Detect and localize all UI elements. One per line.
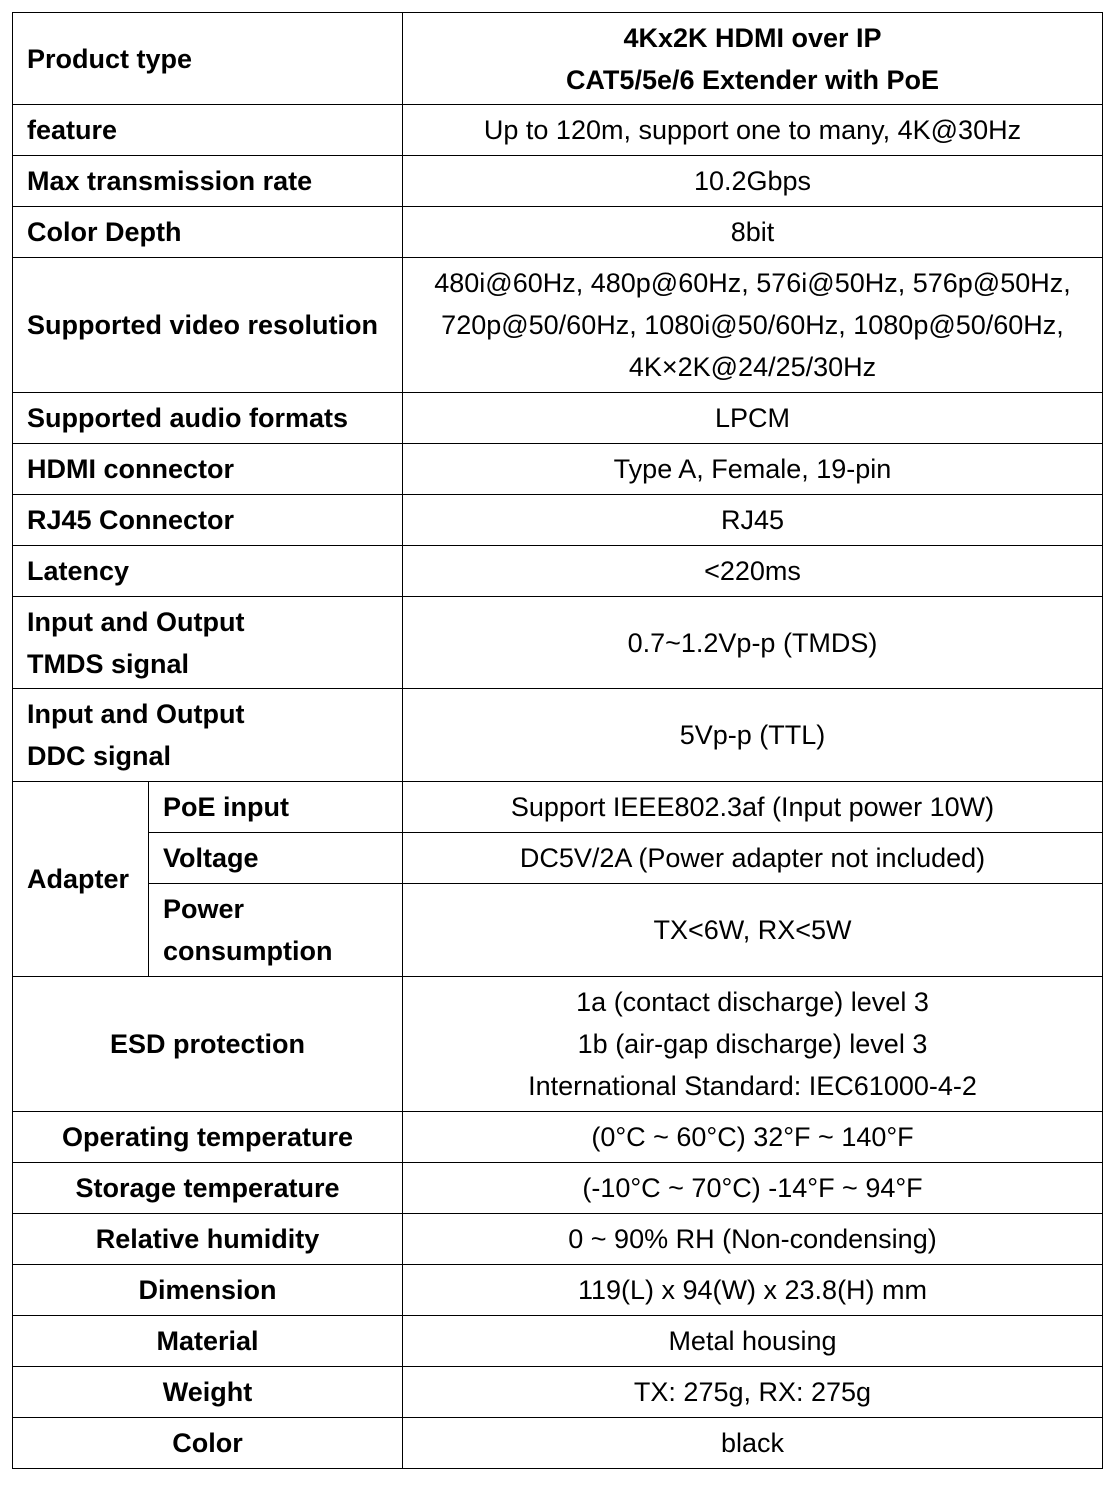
row-latency bbox=[13, 546, 1103, 597]
video-resolution-value bbox=[403, 258, 1103, 393]
latency-label: Latency bbox=[13, 546, 403, 597]
latency-value: <220ms bbox=[403, 546, 1103, 597]
storage-temperature-label: Storage temperature bbox=[13, 1163, 403, 1214]
product-type-line-2: CAT5/5e/6 Extender with PoE bbox=[565, 64, 940, 95]
poe-input-label: PoE input bbox=[149, 782, 403, 833]
dimension-label: Dimension bbox=[13, 1265, 403, 1316]
ddc-label-line-1: Input and Output bbox=[27, 699, 245, 729]
video-resolution-line-2: 720p@50/60Hz, 1080i@50/60Hz, 1080p@50/60Hz, bbox=[441, 310, 1064, 340]
row-feature bbox=[13, 105, 1103, 156]
row-relative-humidity bbox=[13, 1214, 1103, 1265]
tmds-label-line-2: TMDS signal bbox=[27, 648, 190, 679]
tmds-signal-label bbox=[13, 597, 403, 689]
row-color bbox=[13, 1418, 1103, 1469]
power-label-line-1: Power bbox=[163, 894, 245, 924]
max-rate-label: Max transmission rate bbox=[13, 156, 403, 207]
product-type-line-1: 4Kx2K HDMI over IP bbox=[623, 22, 882, 53]
esd-line-2: 1b (air-gap discharge) level 3 bbox=[577, 1029, 928, 1059]
ddc-signal-value: 5Vp-p (TTL) bbox=[403, 689, 1103, 782]
tmds-label-line-1: Input and Output bbox=[27, 606, 245, 637]
weight-value: TX: 275g, RX: 275g bbox=[403, 1367, 1103, 1418]
row-material bbox=[13, 1316, 1103, 1367]
weight-label: Weight bbox=[13, 1367, 403, 1418]
esd-line-1: 1a (contact discharge) level 3 bbox=[576, 987, 929, 1017]
row-hdmi-connector bbox=[13, 444, 1103, 495]
row-video-resolution bbox=[13, 258, 1103, 393]
ddc-signal-label bbox=[13, 689, 403, 782]
hdmi-connector-value: Type A, Female, 19-pin bbox=[403, 444, 1103, 495]
material-label: Material bbox=[13, 1316, 403, 1367]
row-dimension bbox=[13, 1265, 1103, 1316]
row-adapter-power bbox=[13, 884, 1103, 977]
row-tmds-signal bbox=[13, 597, 1103, 689]
material-value: Metal housing bbox=[403, 1316, 1103, 1367]
row-operating-temperature bbox=[13, 1112, 1103, 1163]
video-resolution-line-3: 4K×2K@24/25/30Hz bbox=[628, 352, 877, 382]
color-label: Color bbox=[13, 1418, 403, 1469]
row-storage-temperature bbox=[13, 1163, 1103, 1214]
row-rj45-connector bbox=[13, 495, 1103, 546]
color-depth-label: Color Depth bbox=[13, 207, 403, 258]
tmds-signal-value: 0.7~1.2Vp-p (TMDS) bbox=[403, 597, 1103, 689]
feature-value: Up to 120m, support one to many, 4K@30Hz bbox=[403, 105, 1103, 156]
relative-humidity-value: 0 ~ 90% RH (Non-condensing) bbox=[403, 1214, 1103, 1265]
rj45-connector-label: RJ45 Connector bbox=[13, 495, 403, 546]
row-audio-formats bbox=[13, 393, 1103, 444]
spec-table bbox=[12, 12, 1103, 1469]
power-consumption-value: TX<6W, RX<5W bbox=[403, 884, 1103, 977]
dimension-value: 119(L) x 94(W) x 23.8(H) mm bbox=[403, 1265, 1103, 1316]
hdmi-connector-label: HDMI connector bbox=[13, 444, 403, 495]
color-depth-value: 8bit bbox=[403, 207, 1103, 258]
power-label-line-2: consumption bbox=[163, 936, 333, 966]
row-weight bbox=[13, 1367, 1103, 1418]
esd-line-3: International Standard: IEC61000-4-2 bbox=[528, 1071, 977, 1101]
feature-label: feature bbox=[13, 105, 403, 156]
esd-value bbox=[403, 977, 1103, 1112]
max-rate-value: 10.2Gbps bbox=[403, 156, 1103, 207]
row-esd bbox=[13, 977, 1103, 1112]
product-type-label: Product type bbox=[13, 13, 403, 105]
audio-formats-value: LPCM bbox=[403, 393, 1103, 444]
relative-humidity-label: Relative humidity bbox=[13, 1214, 403, 1265]
audio-formats-label: Supported audio formats bbox=[13, 393, 403, 444]
storage-temperature-value: (-10°C ~ 70°C) -14°F ~ 94°F bbox=[403, 1163, 1103, 1214]
operating-temperature-label: Operating temperature bbox=[13, 1112, 403, 1163]
row-adapter-poe bbox=[13, 782, 1103, 833]
video-resolution-label: Supported video resolution bbox=[13, 258, 403, 393]
row-ddc-signal bbox=[13, 689, 1103, 782]
color-value: black bbox=[403, 1418, 1103, 1469]
operating-temperature-value: (0°C ~ 60°C) 32°F ~ 140°F bbox=[403, 1112, 1103, 1163]
esd-label: ESD protection bbox=[13, 977, 403, 1112]
rj45-connector-value: RJ45 bbox=[403, 495, 1103, 546]
power-consumption-label bbox=[149, 884, 403, 977]
row-adapter-voltage bbox=[13, 833, 1103, 884]
video-resolution-line-1: 480i@60Hz, 480p@60Hz, 576i@50Hz, 576p@50Hz, bbox=[434, 268, 1071, 298]
poe-input-value: Support IEEE802.3af (Input power 10W) bbox=[403, 782, 1103, 833]
product-type-value bbox=[403, 13, 1103, 105]
row-color-depth bbox=[13, 207, 1103, 258]
row-max-rate bbox=[13, 156, 1103, 207]
voltage-value: DC5V/2A (Power adapter not included) bbox=[403, 833, 1103, 884]
adapter-label: Adapter bbox=[13, 782, 149, 977]
row-product-type bbox=[13, 13, 1103, 105]
voltage-label: Voltage bbox=[149, 833, 403, 884]
ddc-label-line-2: DDC signal bbox=[27, 741, 172, 771]
